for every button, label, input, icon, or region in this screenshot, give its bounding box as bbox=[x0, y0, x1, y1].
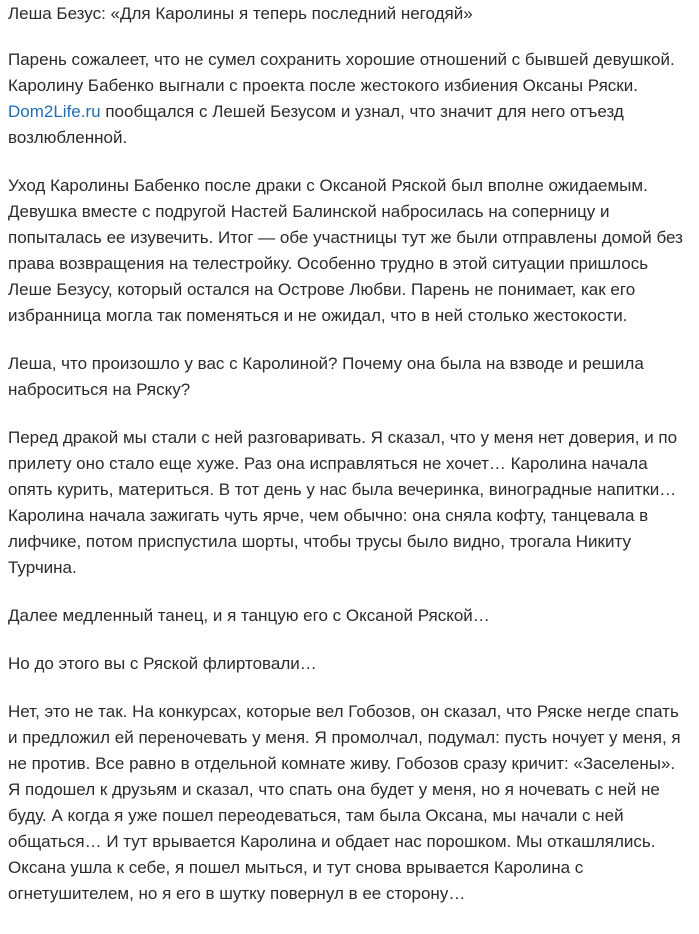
paragraph-intro-text-2: пообщался с Лешей Безусом и узнал, что значит для него отъезд возлюбленной. bbox=[8, 102, 624, 147]
answer-1: Перед дракой мы стали с ней разговаривать. Я сказал, что у меня нет доверия, и по прилету оно стало еще хуже. Раз она исправляться не хочет… Каролина начала опять курить, материться. В тот день у нас была вечеринка, виноградные напитки… Каролина начала зажигать чуть ярче, чем обычно: она сняла кофту, танцевала в лифчике, потом приспустила шорты, чтобы трусы было видно, трогала Никиту Турчина. bbox=[8, 428, 678, 577]
paragraph-2: Уход Каролины Бабенко после драки с Оксаной Ряской был вполне ожидаемым. Девушка вместе с подругой Настей Балинской набросилась на соперницу и попыталась ее изувечить. Итог — обе участницы тут же были отправлены домой без права возвращения на телестройку. Особенно трудно в этой ситуации пришлось Леше Безусу, который остался на Острове Любви. Парень не понимает, как его избранница могла так поменяться и не ожидал, что в ней столько жестокости. bbox=[8, 176, 683, 325]
dom2life-link[interactable]: Dom2Life.ru bbox=[8, 102, 101, 121]
article-title: Леша Безус: «Для Каролины я теперь последний негодяй» bbox=[8, 4, 473, 23]
paragraph-intro-text-1: Парень сожалеет, что не сумел сохранить хорошие отношений с бывшей девушкой. Каролину Бабенко выгнали с проекта после жестокого избиения Оксаны Ряски. bbox=[8, 50, 675, 95]
paragraph-intro bbox=[8, 47, 685, 151]
answer-1-continued: Далее медленный танец, и я танцую его с Оксаной Ряской… bbox=[8, 606, 490, 625]
answer-2: Нет, это не так. На конкурсах, которые вел Гобозов, он сказал, что Ряске негде спать и предложил ей переночевать у меня. Я промолчал, подумал: пусть ночует у меня, я не против. Все равно в отдельной комнате живу. Гобозов сразу кричит: «Заселены». Я подошел к друзьям и сказал, что спать она будет у меня, но я ночевать с ней не буду. А когда я уже пошел переодеваться, там была Оксана, мы начали с ней общаться… И тут врывается Каролина и обдает нас порошком. Мы откашлялись. Оксана ушла к себе, я пошел мыться, и тут снова врывается Каролина с огнетушителем, но я его в шутку повернул в ее сторону… bbox=[8, 702, 681, 903]
question-1: Леша, что произошло у вас с Каролиной? Почему она была на взводе и решила наброситься на Ряску? bbox=[8, 354, 644, 399]
question-2: Но до этого вы с Ряской флиртовали… bbox=[8, 654, 317, 673]
